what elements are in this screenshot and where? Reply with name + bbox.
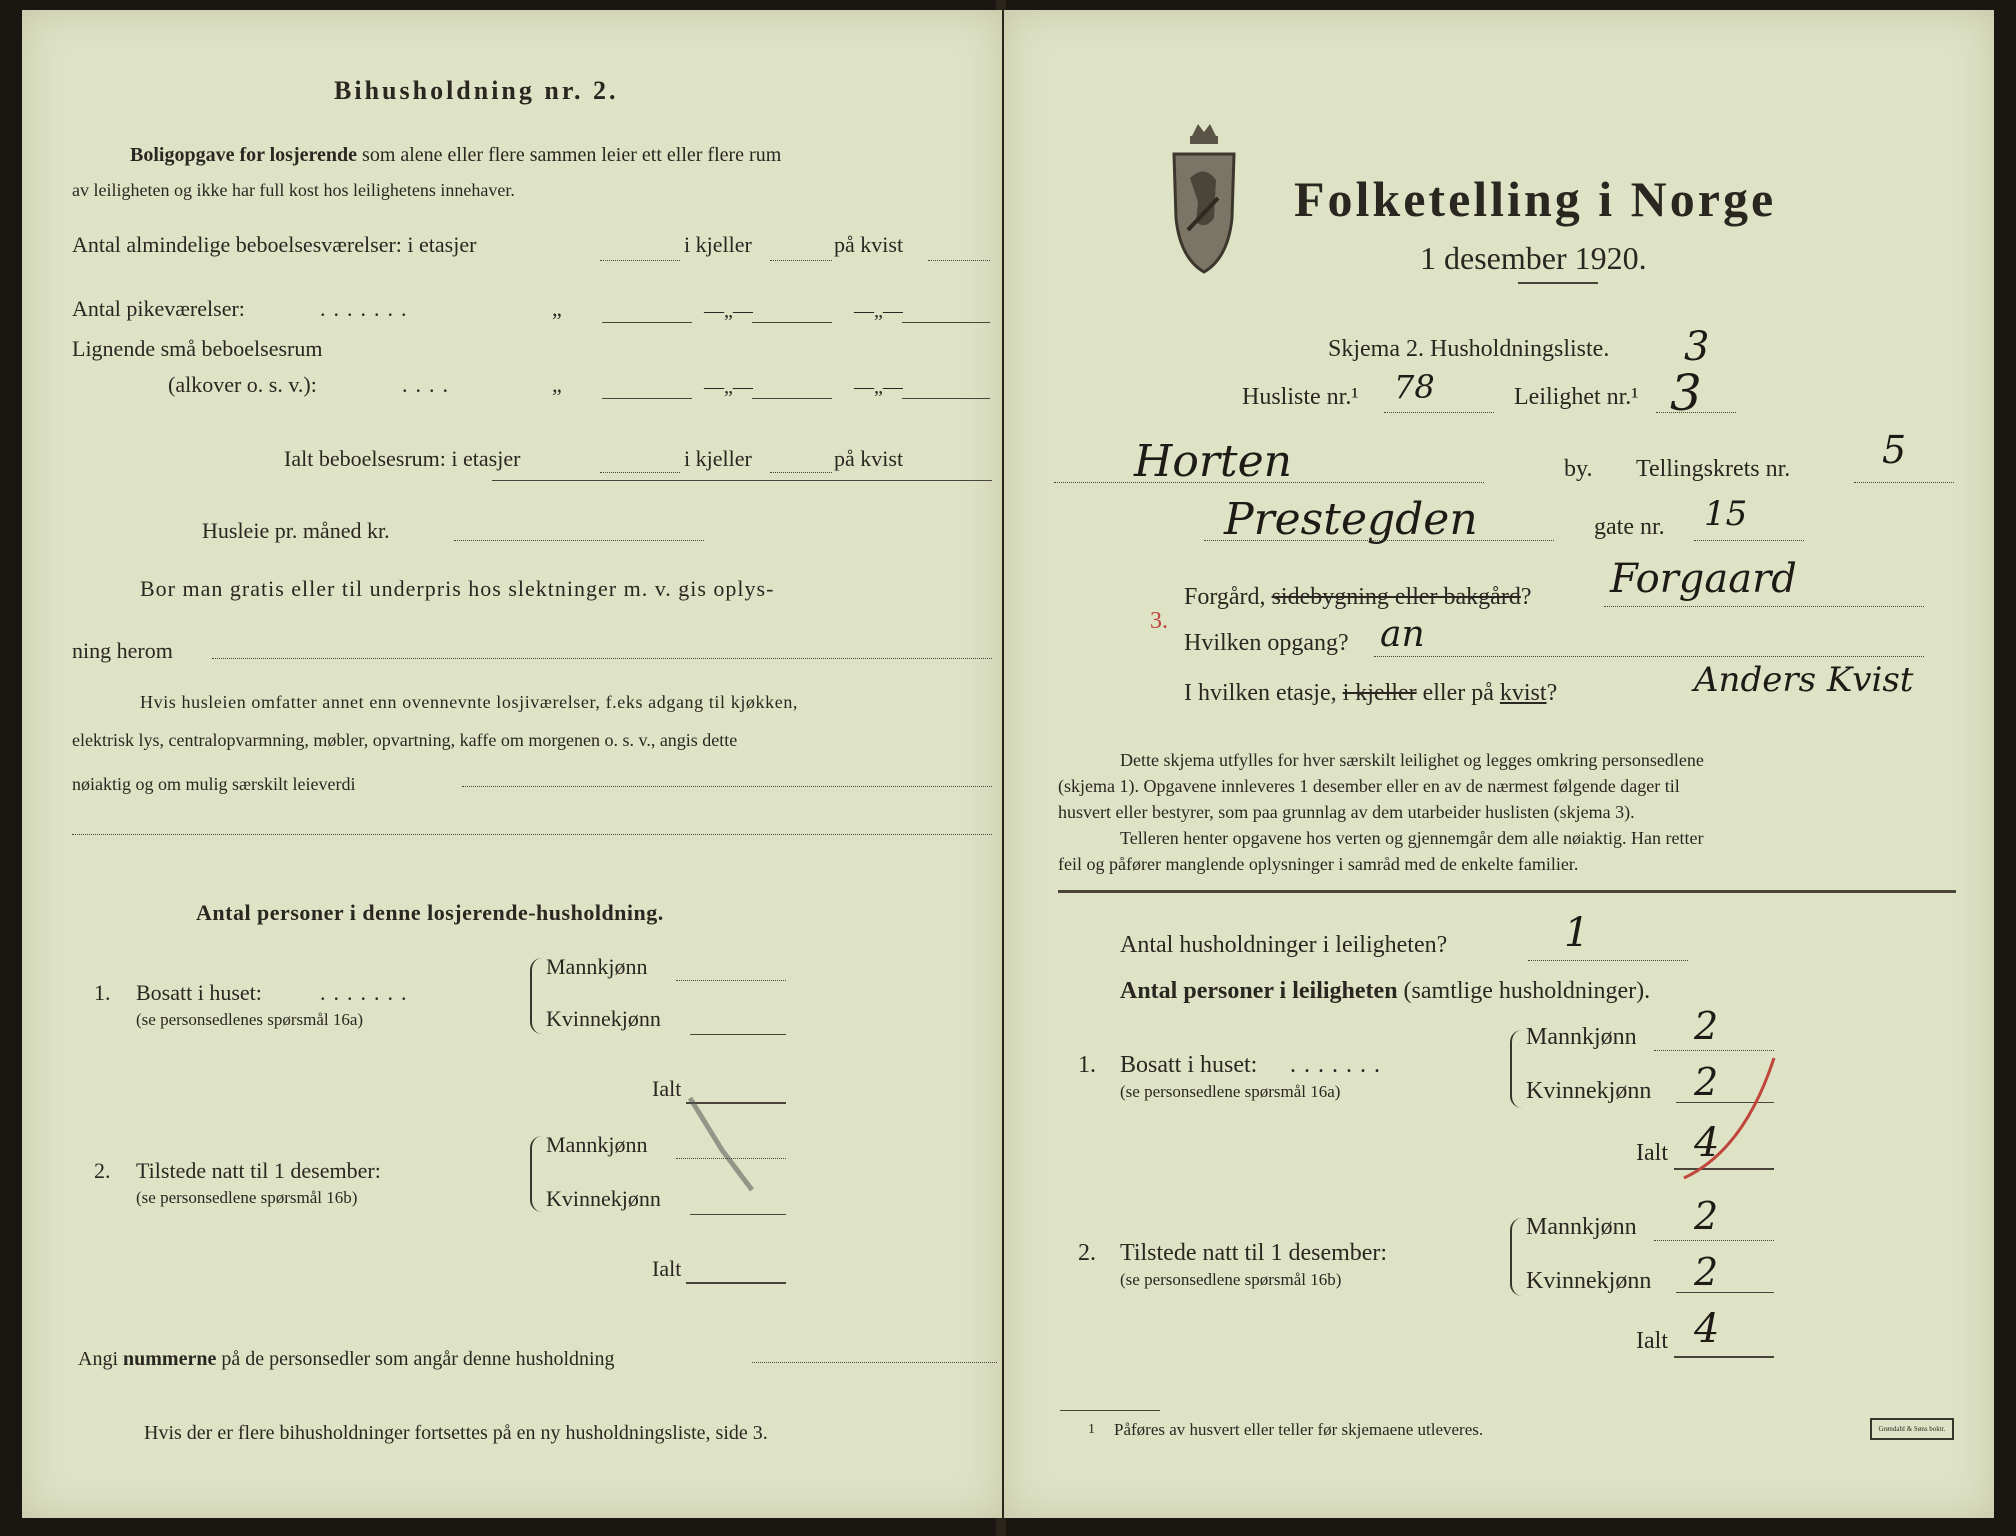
husholdninger-label: Antal husholdninger i leiligheten?	[1120, 932, 1448, 958]
right-title: Folketelling i Norge	[1294, 171, 1777, 227]
printer-stamp: Grøndahl & Søns boktr.	[1870, 1418, 1954, 1440]
instr-3: husvert eller bestyrer, som paa grunnlag av dem utarbeider huslisten (skjema 3).	[1058, 802, 1635, 822]
red-check-mark	[1674, 1050, 1814, 1190]
lignende-label: Lignende små beboelsesrum	[72, 336, 323, 361]
leilighet-value: 3	[1670, 364, 1702, 422]
husliste-value: 78	[1394, 368, 1435, 406]
hvis-line-3: nøiaktig og om mulig særskilt leieverdi	[72, 774, 356, 794]
tilstede-mann-value: 2	[1694, 1194, 1719, 1238]
instr-1: Dette skjema utfylles for hver særskilt leilighet og legges omkring personsedlene	[1120, 750, 1704, 770]
right-bosatt-label: Bosatt i huset:	[1120, 1052, 1258, 1078]
forgaard-value: Forgaard	[1610, 556, 1797, 602]
gate-nr-value: 15	[1704, 494, 1748, 534]
left-tilstede-label: Tilstede natt til 1 desember:	[136, 1158, 381, 1183]
intro-line-2: av leiligheten og ikke har full kost hos leilighetens innehaver.	[72, 180, 515, 200]
bosatt-mann-value: 2	[1694, 1004, 1719, 1048]
skjema-hand-value: 3	[1684, 324, 1710, 370]
personer-heading: Antal personer i leiligheten (samtlige husholdninger).	[1120, 978, 1651, 1004]
footnote: Påføres av husvert eller teller før skjemaene utleveres.	[1114, 1420, 1484, 1439]
opgang-value: an	[1380, 614, 1425, 655]
bosatt-ialt-value: 4	[1694, 1120, 1720, 1166]
margin-mark: 3.	[1150, 608, 1168, 634]
gratis-line-2: ning herom	[72, 638, 173, 663]
skjema-label: Skjema 2. Husholdningsliste.	[1328, 336, 1610, 362]
rooms-kjeller-label: i kjeller	[684, 232, 752, 257]
hvis-line-2: elektrisk lys, centralopvarmning, møbler, opvartning, kaffe om morgenen o. s. v., angis dette	[72, 730, 738, 750]
leilighet-label: Leilighet nr.¹	[1514, 384, 1639, 410]
right-page: Folketelling i Norge 1 desember 1920. Skjema 2. Husholdningsliste. 3 Husliste nr.¹ 78 Leilighet nr.¹ 3 Horten by. Tellingskrets nr. 5 Prestegden gate nr. 15 Forgård, sidebygning eller bakgård? Forgaard 3. Hvilken opgang? an I hvilken etasje, i kjeller eller på kvist? Anders Kvist Dette skjema utfylles for hver særskilt leilighet og legges omkring personsedlene (skjema 1). Opgavene innleveres 1 desember eller en av de nærmest følgende dager til husvert eller bestyrer, som paa grunnlag av dem utarbeider huslisten (skjema 3). Telleren henter opgavene hos verten og gjennemgår dem alle nøiaktig. Han retter feil og påfører manglende oplysninger i samråd med de enkelte familier. Antal husholdninger i leiligheten? 1 Antal personer i leiligheten (samtlige husholdninger). 1. Bosatt i huset: ....... (se personsedlene spørsmål 16a) Mannkjønn 2 Kvinnekjønn 2 Ialt 4 2. Tilstede natt til 1 desember: (se personsedlene spørsmål 16b) Mannkjønn 2 Kvinnekjønn 2 Ialt 4 1 Påføres av husvert eller teller før skjemaene utleveres. Grøndahl & Søns boktr.	[1004, 10, 1994, 1518]
antal-heading: Antal personer i denne losjerende-husholdning.	[196, 900, 664, 925]
left-title: Bihusholdning nr. 2.	[334, 76, 619, 105]
hvis-line-1: Hvis husleien omfatter annet enn ovennevnte losjiværelser, f.eks adgang til kjøkken,	[140, 692, 799, 712]
by-value: Horten	[1134, 436, 1292, 487]
forgaard-label: Forgård, sidebygning eller bakgård?	[1184, 584, 1532, 610]
coat-of-arms-icon	[1168, 118, 1240, 278]
alkover-label: (alkover o. s. v.):	[168, 372, 317, 397]
husholdninger-value: 1	[1564, 910, 1590, 956]
left-bosatt-label: Bosatt i huset:	[136, 980, 262, 1005]
intro-line-1: Boligopgave for losjerende som alene eller flere sammen leier ett eller flere rum	[130, 144, 782, 166]
gate-label: gate nr.	[1594, 514, 1665, 540]
tilstede-ialt-value: 4	[1694, 1306, 1720, 1352]
rooms-label: Antal almindelige beboelsesværelser: i etasjer	[72, 232, 477, 257]
angi-line: Angi nummerne på de personsedler som angår denne husholdning	[78, 1348, 615, 1370]
gratis-line-1: Bor man gratis eller til underpris hos slektninger m. v. gis oplys-	[140, 576, 775, 601]
opgang-label: Hvilken opgang?	[1184, 630, 1349, 656]
husliste-label: Husliste nr.¹	[1242, 384, 1359, 410]
by-label: by.	[1564, 456, 1593, 482]
instr-5: feil og påfører manglende oplysninger i samråd med de enkelte familier.	[1058, 854, 1579, 874]
right-tilstede-label: Tilstede natt til 1 desember:	[1120, 1240, 1388, 1266]
krets-label: Tellingskrets nr.	[1636, 456, 1791, 482]
pike-label: Antal pikeværelser:	[72, 296, 245, 321]
etasje-value: Anders Kvist	[1694, 660, 1914, 700]
left-footer: Hvis der er flere bihusholdninger fortsettes på en ny husholdningsliste, side 3.	[144, 1422, 768, 1444]
ialt-rooms-label: Ialt beboelsesrum: i etasjer	[284, 446, 521, 471]
right-date: 1 desember 1920.	[1420, 240, 1647, 276]
etasje-label: I hvilken etasje, i kjeller eller på kvist?	[1184, 680, 1558, 706]
instr-2: (skjema 1). Opgavene innleveres 1 desember eller en av de nærmest følgende dager til	[1058, 776, 1680, 796]
rooms-kvist-label: på kvist	[834, 232, 904, 257]
bosatt-kvinne-value: 2	[1694, 1060, 1719, 1104]
husleie-label: Husleie pr. måned kr.	[202, 518, 390, 543]
krets-value: 5	[1882, 428, 1907, 472]
tilstede-kvinne-value: 2	[1694, 1250, 1719, 1294]
pencil-slash-mark	[682, 1090, 772, 1200]
gate-value: Prestegden	[1224, 494, 1478, 545]
instr-4: Telleren henter opgavene hos verten og gjennemgår dem alle nøiaktig. Han retter	[1120, 828, 1704, 848]
left-page: Bihusholdning nr. 2. Boligopgave for losjerende som alene eller flere sammen leier ett eller flere rum av leiligheten og ikke har full kost hos leilighetens innehaver. Antal almindelige beboelsesværelser: i etasjer i kjeller på kvist Antal pikeværelser: ....... „ —„— —„— Lignende små beboelsesrum (alkover o. s. v.): .... „ —„— —„— Ialt beboelsesrum: i etasjer i kjeller på kvist Husleie pr. måned kr. Bor man gratis eller til underpris hos slektninger m. v. gis oplys- ning herom Hvis husleien omfatter annet enn ovennevnte losjiværelser, f.eks adgang til kjøkken, elektrisk lys, centralopvarmning, møbler, opvartning, kaffe om morgenen o. s. v., angis dette nøiaktig og om mulig særskilt leieverdi Antal personer i denne losjerende-husholdning. 1. Bosatt i huset: ....... (se personsedlenes spørsmål 16a) Mannkjønn Kvinnekjønn Ialt 2. Tilstede natt til 1 desember: (se personsedlene spørsmål 16b) Mannkjønn Kvinnekjønn Ialt Angi nummerne på de personsedler som angår denne husholdning Hvis der er flere bihusholdninger fortsettes på en ny husholdningsliste, side 3.	[22, 10, 1002, 1518]
